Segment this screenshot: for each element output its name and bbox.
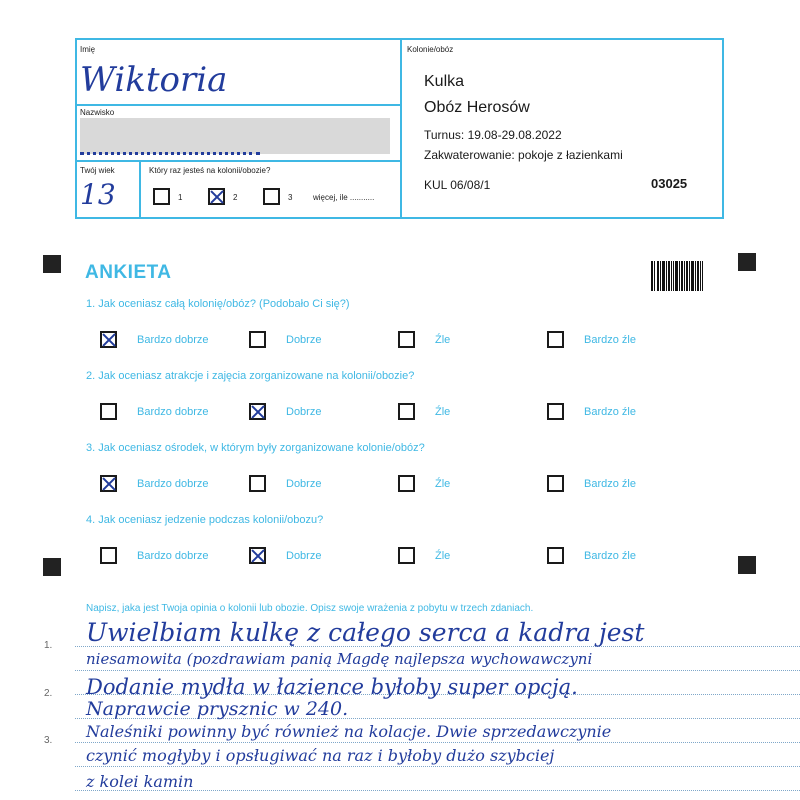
accommodation: Zakwaterowanie: pokoje z łazienkami [424, 148, 623, 162]
line-number-2: 2. [44, 688, 53, 699]
question-3-checkbox-2[interactable] [249, 475, 266, 492]
camp-name: Kulka [424, 73, 465, 90]
line-number-1: 1. [44, 640, 53, 651]
times-option-2: 2 [233, 193, 238, 202]
question-1-checkbox-2[interactable] [249, 331, 266, 348]
question-3-option-label: Źle [435, 478, 451, 490]
question-1-option-label: Dobrze [286, 334, 322, 346]
question-4-option-label: Bardzo źle [584, 550, 636, 562]
surname-label: Nazwisko [80, 108, 115, 117]
surname-ink-remnant [80, 152, 260, 161]
question-1-checkbox-4[interactable] [547, 331, 564, 348]
name-label: Imię [80, 45, 96, 54]
question-2-checkbox-1[interactable] [100, 403, 117, 420]
handwritten-line-3: Dodanie mydła w łazience byłoby super opcją. [86, 675, 578, 699]
question-4-checkbox-2[interactable] [249, 547, 266, 564]
question-3-text: 3. Jak oceniasz ośrodek, w którym były zorganizowane kolonie/obóz? [86, 442, 425, 454]
question-3-checkbox-3[interactable] [398, 475, 415, 492]
camp-type: Obóz Herosów [424, 99, 530, 116]
registration-mark-bottom-right [738, 556, 756, 574]
question-1-option-label: Bardzo dobrze [137, 334, 209, 346]
registration-mark-bottom-left [43, 558, 61, 576]
handwritten-line-2: niesamowita (pozdrawiam panią Magdę najlepsza wychowawczyni [86, 650, 593, 668]
handwritten-line-1: Uwielbiam kulkę z całego serca a kadra jest [86, 618, 645, 647]
header-divider [400, 40, 402, 217]
name-value: Wiktoria [80, 60, 228, 100]
question-3-checkbox-1[interactable] [100, 475, 117, 492]
question-3-option-label: Dobrze [286, 478, 322, 490]
times-more-label: więcej, ile ........... [313, 193, 375, 202]
age-label: Twój wiek [80, 166, 115, 175]
writing-line [75, 742, 800, 743]
times-checkbox-1[interactable] [153, 188, 170, 205]
question-2-checkbox-3[interactable] [398, 403, 415, 420]
times-option-1: 1 [178, 193, 183, 202]
question-2-text: 2. Jak oceniasz atrakcje i zajęcia zorganizowane na kolonii/obozie? [86, 370, 415, 382]
question-1-checkbox-3[interactable] [398, 331, 415, 348]
handwritten-line-7: z kolei kamin [86, 772, 194, 791]
line-number-3: 3. [44, 735, 53, 746]
registration-mark-top-right [738, 253, 756, 271]
age-divider [139, 160, 141, 217]
survey-title: ANKIETA [85, 262, 172, 283]
surname-redaction [80, 118, 390, 154]
question-2-option-label: Dobrze [286, 406, 322, 418]
question-4-checkbox-4[interactable] [547, 547, 564, 564]
age-value: 13 [80, 178, 116, 211]
question-1-text: 1. Jak oceniasz całą kolonię/obóz? (Podobało Ci się?) [86, 298, 350, 310]
question-1-option-label: Źle [435, 334, 451, 346]
question-1-checkbox-1[interactable] [100, 331, 117, 348]
camp-number: 03025 [651, 176, 688, 191]
name-row-divider [77, 104, 400, 106]
question-4-checkbox-3[interactable] [398, 547, 415, 564]
writing-line [75, 766, 800, 767]
question-2-option-label: Bardzo źle [584, 406, 636, 418]
handwritten-line-4: Naprawcie prysznic w 240. [86, 698, 349, 720]
times-label: Który raz jesteś na kolonii/obozie? [149, 166, 271, 175]
handwritten-line-5: Naleśniki powinny być również na kolacje. Dwie sprzedawczynie [86, 722, 612, 741]
opinion-prompt: Napisz, jaka jest Twoja opinia o kolonii lub obozie. Opisz swoje wrażenia z pobytu w trzech zdaniach. [86, 603, 534, 614]
camp-label: Kolonie/obóz [407, 45, 454, 54]
times-checkbox-3[interactable] [263, 188, 280, 205]
question-3-checkbox-4[interactable] [547, 475, 564, 492]
question-1-option-label: Bardzo źle [584, 334, 636, 346]
question-4-text: 4. Jak oceniasz jedzenie podczas kolonii/obozu? [86, 514, 324, 526]
writing-line [75, 670, 800, 671]
question-2-checkbox-4[interactable] [547, 403, 564, 420]
barcode [651, 261, 703, 291]
question-3-option-label: Bardzo źle [584, 478, 636, 490]
question-4-checkbox-1[interactable] [100, 547, 117, 564]
times-checkbox-2[interactable] [208, 188, 225, 205]
question-3-option-label: Bardzo dobrze [137, 478, 209, 490]
camp-code: KUL 06/08/1 [424, 178, 491, 192]
question-4-option-label: Źle [435, 550, 451, 562]
handwritten-line-6: czynić mogłyby i opsługiwać na raz i byłoby dużo szybciej [86, 746, 555, 765]
turnus: Turnus: 19.08-29.08.2022 [424, 128, 562, 142]
registration-mark-top-left [43, 255, 61, 273]
question-2-option-label: Źle [435, 406, 451, 418]
question-2-checkbox-2[interactable] [249, 403, 266, 420]
question-4-option-label: Bardzo dobrze [137, 550, 209, 562]
question-4-option-label: Dobrze [286, 550, 322, 562]
times-option-3: 3 [288, 193, 293, 202]
question-2-option-label: Bardzo dobrze [137, 406, 209, 418]
